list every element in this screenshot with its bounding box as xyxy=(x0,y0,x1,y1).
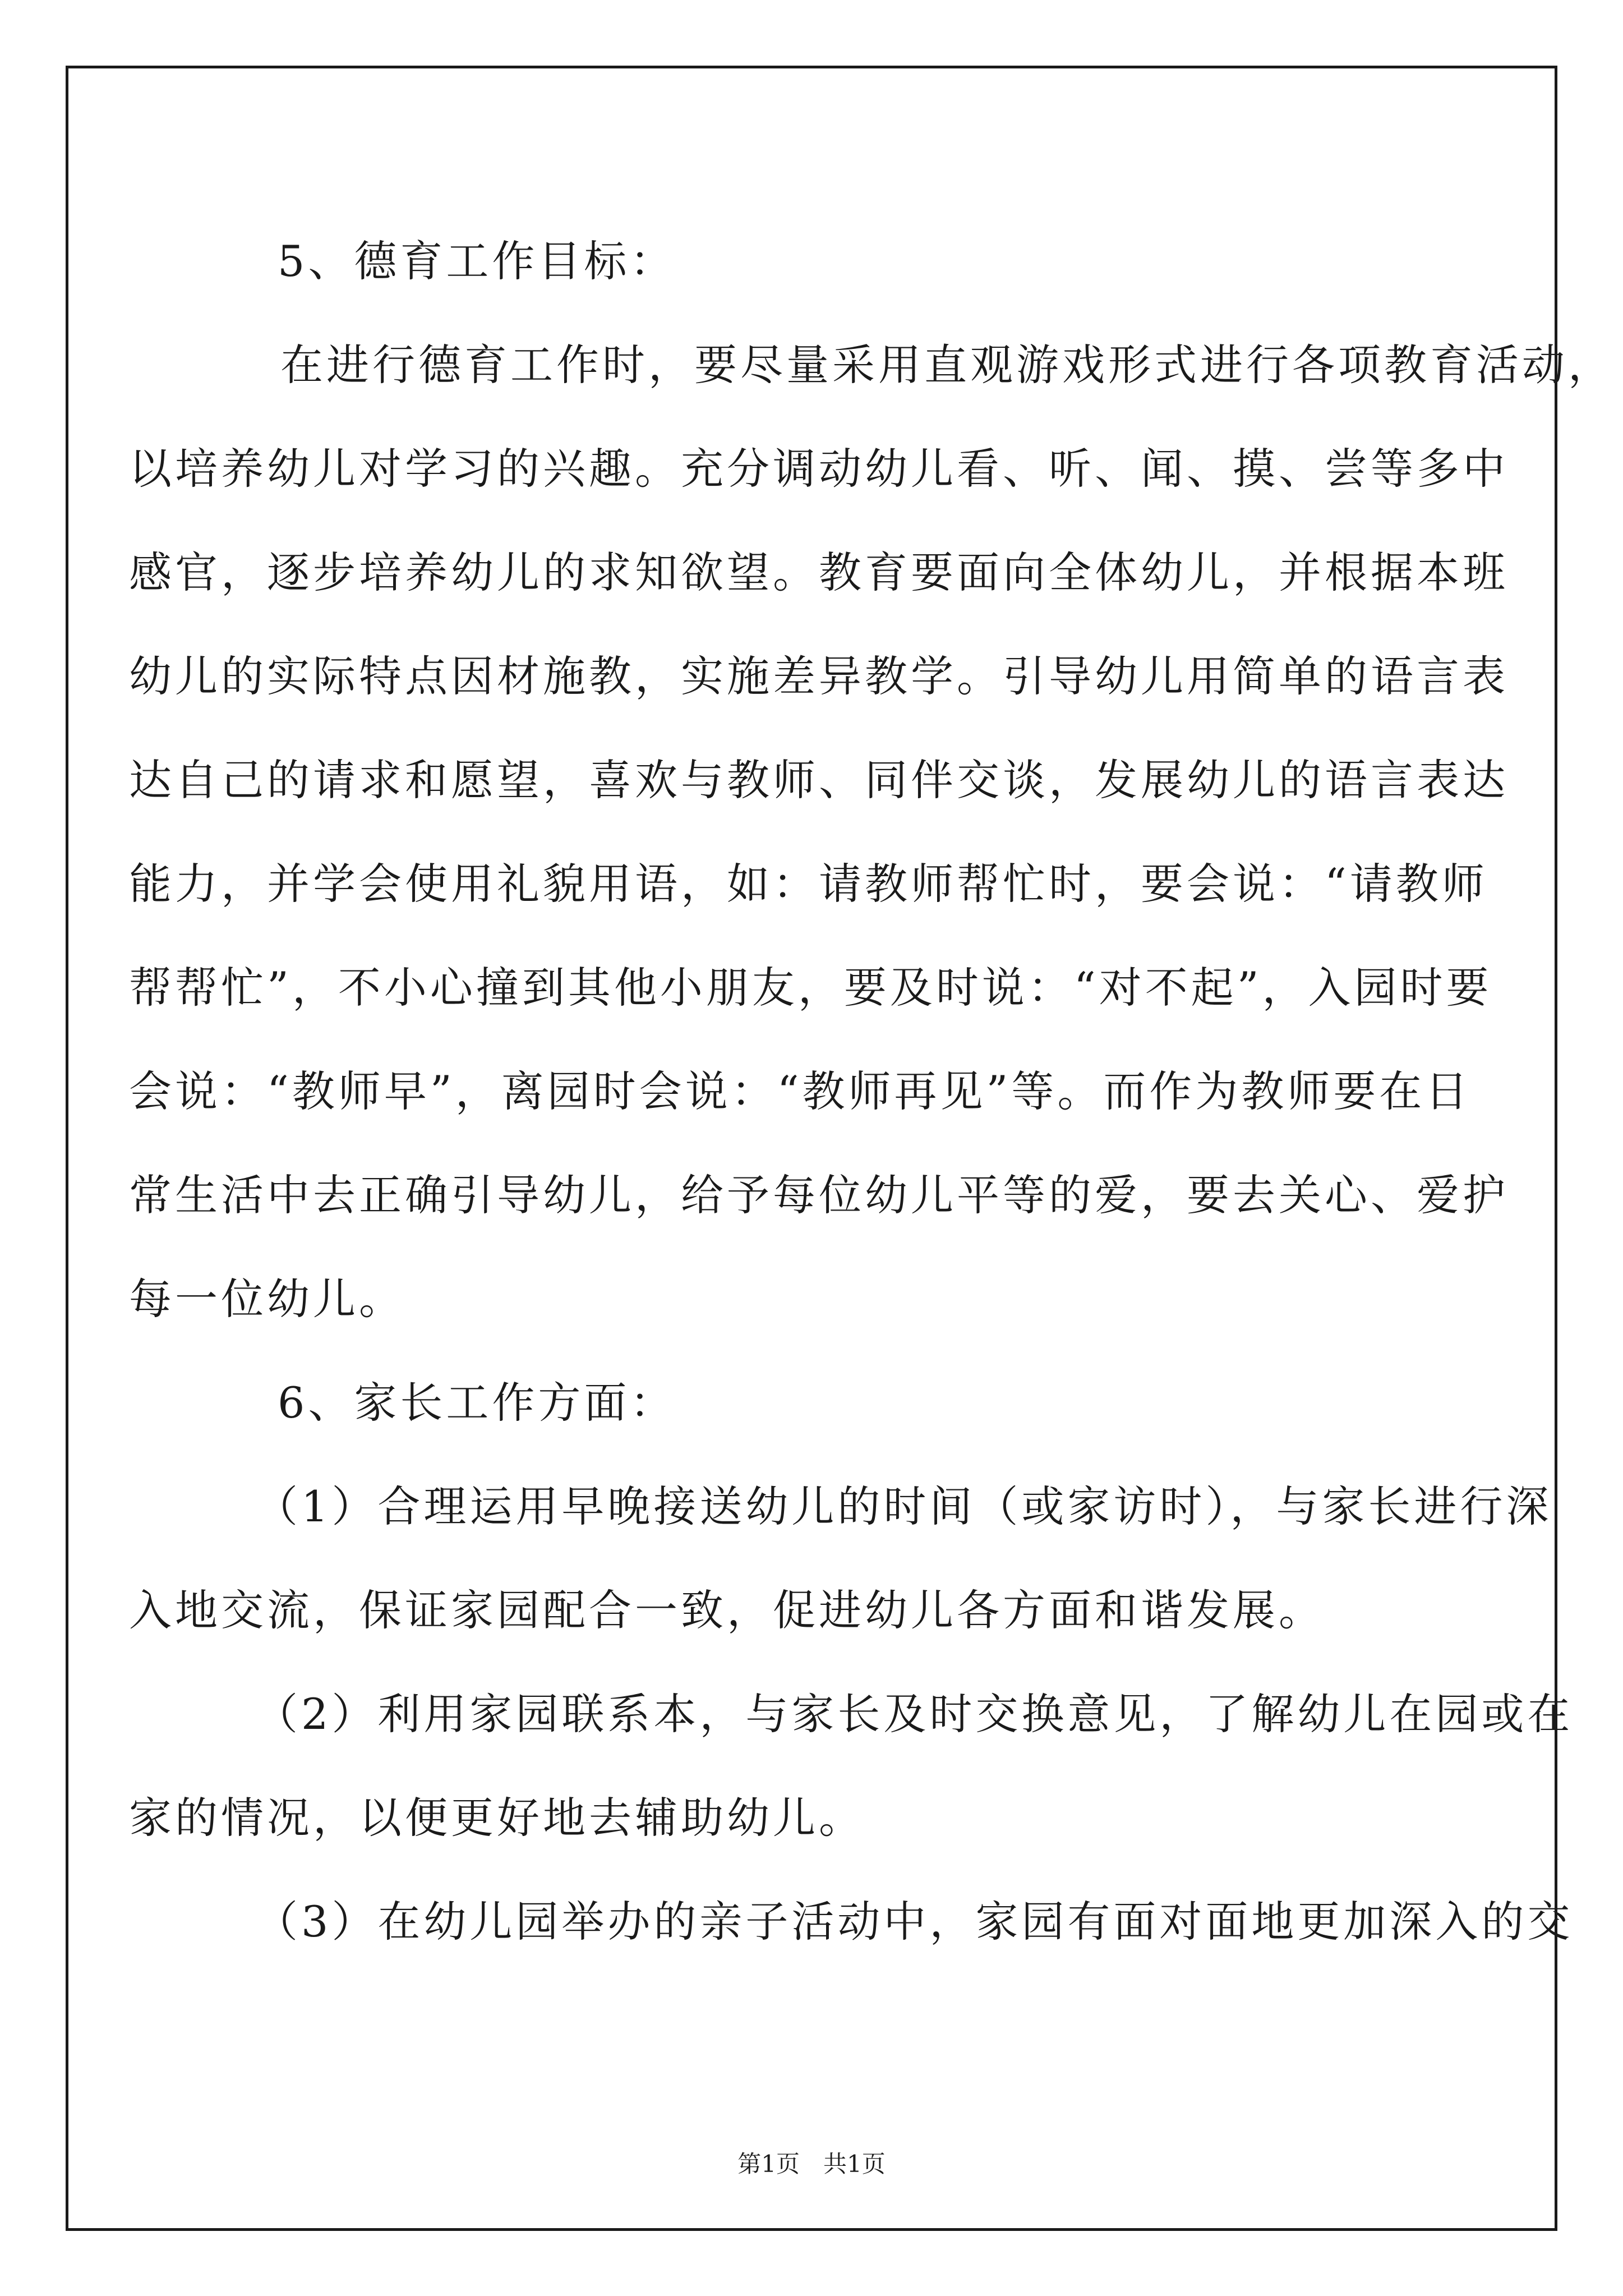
paragraph-line: 每一位幼儿。 xyxy=(129,1274,405,1324)
paragraph-line: 感官，逐步培养幼儿的求知欲望。教育要面向全体幼儿，并根据本班 xyxy=(129,547,1509,597)
paragraph-line: （1）合理运用早晚接送幼儿的时间（或家访时），与家长进行深 xyxy=(255,1481,1552,1531)
paragraph-line: 常生活中去正确引导幼儿，给予每位幼儿平等的爱，要去关心、爱护 xyxy=(129,1170,1509,1220)
paragraph-line: （3）在幼儿园举办的亲子活动中，家园有面对面地更加深入的交 xyxy=(255,1897,1574,1947)
paragraph-line: 会说：“教师早”，离园时会说：“教师再见”等。而作为教师要在日 xyxy=(129,1066,1472,1116)
paragraph-line: 入地交流，保证家园配合一致，促进幼儿各方面和谐发展。 xyxy=(129,1585,1325,1635)
heading-parent-work: 6、家长工作方面： xyxy=(278,1378,676,1428)
paragraph-line: （2）利用家园联系本，与家长及时交换意见，了解幼儿在园或在 xyxy=(255,1689,1574,1739)
paragraph-line: 在进行德育工作时，要尽量采用直观游戏形式进行各项教育活动， xyxy=(280,340,1614,390)
heading-moral-education: 5、德育工作目标： xyxy=(278,236,676,286)
paragraph-line: 帮帮忙”，不小心撞到其他小朋友，要及时说：“对不起”，入园时要 xyxy=(129,963,1492,1013)
paragraph-line: 达自己的请求和愿望，喜欢与教师、同伴交谈，发展幼儿的语言表达 xyxy=(129,755,1509,805)
paragraph-line: 幼儿的实际特点因材施教，实施差异教学。引导幼儿用简单的语言表 xyxy=(129,651,1509,701)
paragraph-line: 以培养幼儿对学习的兴趣。充分调动幼儿看、听、闻、摸、尝等多中 xyxy=(129,444,1509,494)
paragraph-line: 家的情况，以便更好地去辅助幼儿。 xyxy=(129,1793,865,1843)
page-number: 第1页 共1页 xyxy=(737,2150,886,2178)
paragraph-line: 能力，并学会使用礼貌用语，如：请教师帮忙时，要会说：“请教师 xyxy=(129,859,1488,909)
